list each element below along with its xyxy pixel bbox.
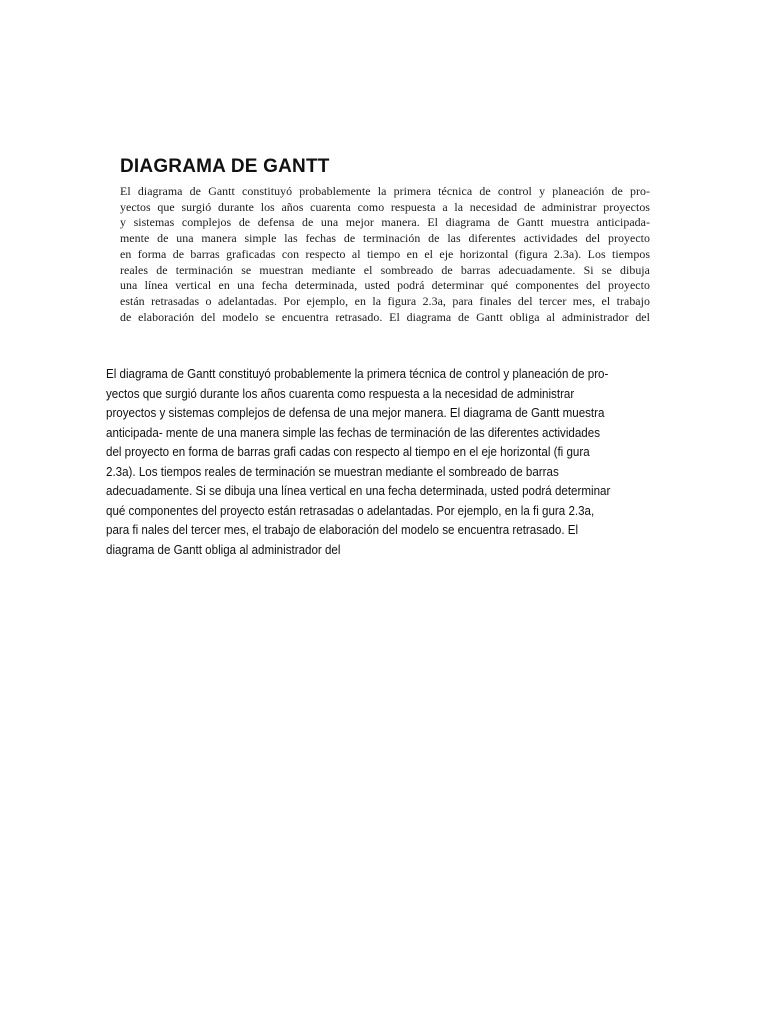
scanned-line: mente de una manera simple las fechas de terminación de las diferentes actividades del proyecto	[120, 231, 650, 246]
scanned-excerpt-image	[108, 150, 652, 340]
scanned-line: de elaboración del modelo se encuentra retrasado. El diagrama de Gantt obliga al administrador del	[120, 309, 650, 324]
scanned-line: están retrasadas o adelantadas. Por ejemplo, en la figura 2.3a, para finales del tercer mes, el trabajo	[120, 293, 650, 308]
transcribed-paragraph	[106, 365, 618, 560]
paragraph-line: para fi nales del tercer mes, el trabajo de elaboración del modelo se encuentra retrasado. El	[106, 523, 579, 537]
scanned-line: reales de terminación se muestran mediante el sombreado de barras adecuadamente. Si se dibuja	[120, 262, 650, 277]
paragraph-line: diagrama de Gantt obliga al administrador del	[106, 542, 341, 557]
scanned-excerpt-body	[120, 184, 650, 325]
paragraph-line: adecuadamente. Si se dibuja una línea vertical en una fecha determinada, usted podrá determinar	[106, 484, 611, 498]
paragraph-line: anticipada- mente de una manera simple las fechas de terminación de las diferentes actividades	[106, 425, 600, 440]
scanned-excerpt-title: DIAGRAMA DE GANTT	[120, 156, 330, 177]
scanned-line: en forma de barras graficadas con respecto al tiempo en el eje horizontal (figura 2.3a). Los tiempos	[120, 246, 650, 261]
paragraph-line: El diagrama de Gantt constituyó probablemente la primera técnica de control y planeación de pro-	[106, 367, 609, 381]
scanned-line: y sistemas complejos de defensa de una mejor manera. El diagrama de Gantt muestra anticipada-	[120, 215, 650, 230]
scanned-line: una línea vertical en una fecha determinada, usted podrá determinar qué componentes del proyecto	[120, 278, 650, 293]
paragraph-line: yectos que surgió durante los años cuarenta como respuesta a la necesidad de administrar	[106, 386, 575, 401]
paragraph-line: proyectos y sistemas complejos de defensa de una mejor manera. El diagrama de Gantt muestra	[106, 406, 605, 420]
paragraph-line: qué componentes del proyecto están retrasadas o adelantadas. Por ejemplo, en la fi gura 2.3a,	[106, 503, 595, 518]
paragraph-line: 2.3a). Los tiempos reales de terminación se muestran mediante el sombreado de barras	[106, 464, 559, 479]
paragraph-line: del proyecto en forma de barras grafi cadas con respecto al tiempo en el eje horizontal (fi gura	[106, 445, 590, 459]
scanned-line: El diagrama de Gantt constituyó probablemente la primera técnica de control y planeación de pro-	[120, 184, 650, 198]
scanned-line: yectos que surgió durante los años cuarenta como respuesta a la necesidad de administrar proyectos	[120, 199, 650, 214]
